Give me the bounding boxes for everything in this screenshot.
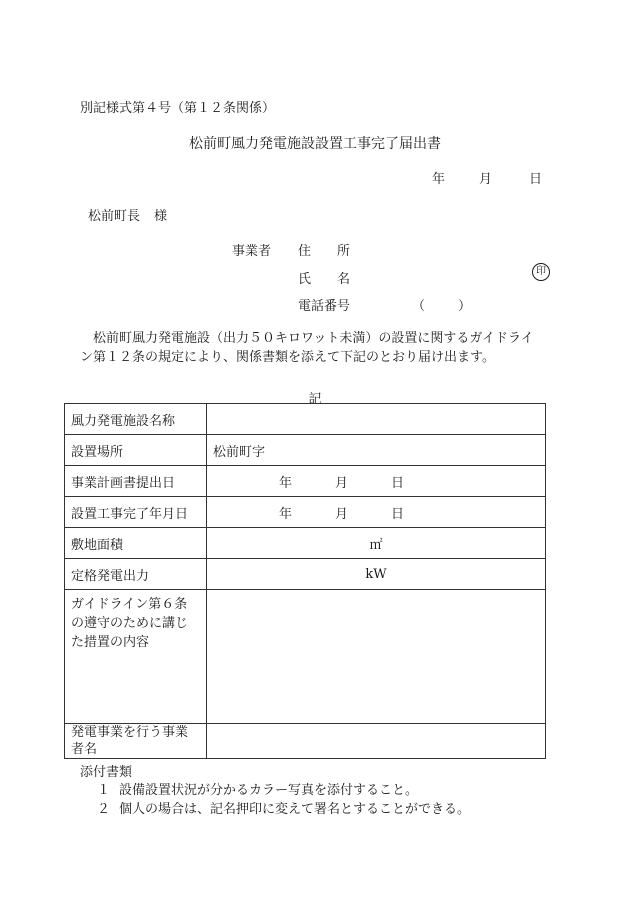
measures-label: ガイドライン第６条の遵守のために講じた措置の内容 xyxy=(65,590,207,724)
site-area-label: 敷地面積 xyxy=(65,528,207,559)
operator-label: 発電事業を行う事業者名 xyxy=(65,724,207,759)
phone-paren-close: ） xyxy=(458,299,472,314)
plan-month-label: 月 xyxy=(335,475,349,491)
body-paragraph xyxy=(80,329,550,367)
note-text: 個人の場合は、記名押印に変えて署名とすることができる。 xyxy=(119,802,471,817)
table-row xyxy=(65,528,546,559)
body-line-2: ン第１２条の規定により、関係書類を添えて下記のとおり届け出ます。 xyxy=(80,350,495,365)
report-table xyxy=(64,403,546,759)
completion-month-label: 月 xyxy=(335,506,349,522)
name-label: 氏 名 xyxy=(298,272,351,287)
table-row xyxy=(65,590,546,724)
attachment-note-2 xyxy=(97,798,470,817)
table-row xyxy=(65,497,546,528)
completion-day-label: 日 xyxy=(391,506,405,522)
plan-date-label: 事業計画書提出日 xyxy=(65,466,207,497)
completion-date-field[interactable] xyxy=(207,497,546,528)
phone-label: 電話番号 xyxy=(298,299,351,314)
facility-name-field[interactable] xyxy=(207,404,546,435)
submission-date xyxy=(432,168,542,187)
addressee-name: 松前町長 xyxy=(88,209,141,224)
plan-year-label: 年 xyxy=(279,475,293,491)
document-title: 松前町風力発電施設設置工事完了届出書 xyxy=(189,136,441,152)
plan-date-field[interactable] xyxy=(207,466,546,497)
site-area-field[interactable] xyxy=(207,528,546,559)
completion-year-label: 年 xyxy=(279,506,293,522)
date-year-label: 年 xyxy=(432,172,446,187)
table-row xyxy=(65,559,546,590)
rated-output-unit: kW xyxy=(365,566,387,582)
addressee-honorific: 様 xyxy=(154,209,168,224)
note-text: 設備設置状況が分かるカラー写真を添付すること。 xyxy=(119,783,419,798)
completion-date-label: 設置工事完了年月日 xyxy=(65,497,207,528)
submitter-section-label: 事業者 xyxy=(232,244,272,259)
location-field[interactable]: 松前町字 xyxy=(207,435,546,466)
measures-field[interactable] xyxy=(207,590,546,724)
body-line-1: 松前町風力発電施設（出力５０キロワット未満）の設置に関するガイドライ xyxy=(80,331,534,346)
date-month-label: 月 xyxy=(479,172,493,187)
operator-field[interactable] xyxy=(207,724,546,759)
note-number: ２ xyxy=(97,802,111,817)
plan-day-label: 日 xyxy=(391,475,405,491)
table-row xyxy=(65,435,546,466)
address-label: 住 所 xyxy=(298,244,351,259)
attachment-note-1 xyxy=(97,779,418,798)
attachments-heading: 添付書類 xyxy=(80,765,133,780)
note-number: １ xyxy=(97,783,111,798)
ki-heading: 記 xyxy=(308,392,322,407)
rated-output-field[interactable] xyxy=(207,559,546,590)
seal-mark-icon: 印 xyxy=(532,263,550,281)
site-area-unit: ㎡ xyxy=(369,537,383,553)
table-row xyxy=(65,466,546,497)
phone-paren-open: （ xyxy=(412,299,426,314)
table-row xyxy=(65,404,546,435)
rated-output-label: 定格発電出力 xyxy=(65,559,207,590)
form-number-label: 別記様式第４号（第１２条関係） xyxy=(80,101,276,116)
addressee xyxy=(88,205,167,224)
table-row xyxy=(65,724,546,759)
facility-name-label: 風力発電施設名称 xyxy=(65,404,207,435)
date-day-label: 日 xyxy=(529,172,543,187)
location-label: 設置場所 xyxy=(65,435,207,466)
